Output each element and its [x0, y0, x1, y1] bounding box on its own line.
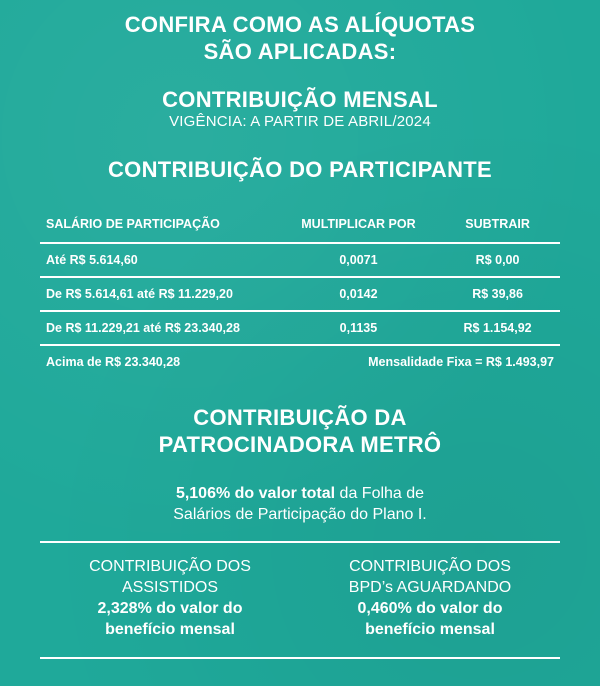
cell-subtract: R$ 0,00	[435, 243, 560, 277]
validity-text: VIGÊNCIA: A PARTIR DE ABRIL/2024	[169, 113, 431, 130]
assisted-line-1: CONTRIBUIÇÃO DOS	[89, 558, 251, 575]
participant-title: CONTRIBUIÇÃO DO PARTICIPANTE	[107, 157, 493, 182]
divider-bottom	[40, 657, 560, 659]
contribution-columns	[40, 556, 560, 640]
bpd-value-1: 0,460% do valor do	[357, 600, 503, 617]
headline	[0, 11, 600, 65]
monthly-title: CONTRIBUIÇÃO MENSAL	[162, 87, 438, 112]
cell-salary: De R$ 11.229,21 até R$ 23.340,28	[40, 311, 282, 345]
table-row	[40, 345, 560, 378]
cell-multiply: 0,1135	[282, 311, 435, 345]
cell-subtract: R$ 39,86	[435, 277, 560, 311]
sponsor-text-1: da Folha de	[335, 485, 425, 502]
bpd-line-2: BPD’s AGUARDANDO	[348, 579, 512, 596]
table-row	[40, 277, 560, 311]
sponsor-description	[0, 483, 600, 525]
header-multiply: MULTIPLICAR POR	[282, 206, 435, 243]
header-salary: SALÁRIO DE PARTICIPAÇÃO	[40, 206, 282, 243]
table-row	[40, 243, 560, 277]
headline-line-2: SÃO APLICADAS:	[203, 39, 397, 64]
sponsor-title	[0, 404, 600, 458]
bpd-line-1: CONTRIBUIÇÃO DOS	[349, 558, 511, 575]
cell-multiply: 0,0071	[282, 243, 435, 277]
sponsor-text-2: Salários de Participação do Plano I.	[173, 506, 427, 523]
monthly-contribution-header	[0, 86, 600, 130]
cell-salary: Até R$ 5.614,60	[40, 243, 282, 277]
cell-subtract: R$ 1.154,92	[435, 311, 560, 345]
sponsor-rate: 5,106% do valor total	[175, 485, 336, 502]
cell-salary: De R$ 5.614,61 até R$ 11.229,20	[40, 277, 282, 311]
header-subtract: SUBTRAIR	[435, 206, 560, 243]
table-header-row	[40, 206, 560, 243]
bpd-contribution	[300, 556, 560, 640]
sponsor-title-line-1: CONTRIBUIÇÃO DA	[193, 405, 407, 430]
assisted-value-1: 2,328% do valor do	[97, 600, 243, 617]
participant-rates-table	[40, 206, 560, 378]
table-row	[40, 311, 560, 345]
assisted-line-2: ASSISTIDOS	[121, 579, 219, 596]
cell-multiply: 0,0142	[282, 277, 435, 311]
cell-salary: Acima de R$ 23.340,28	[46, 355, 181, 369]
assisted-contribution	[40, 556, 300, 640]
assisted-value-2: benefício mensal	[105, 621, 235, 638]
cell-fixed-fee: Mensalidade Fixa = R$ 1.493,97	[368, 355, 554, 369]
bpd-value-2: benefício mensal	[365, 621, 495, 638]
divider-top	[40, 541, 560, 543]
sponsor-title-line-2: PATROCINADORA METRÔ	[158, 432, 442, 457]
headline-line-1: CONFIRA COMO AS ALÍQUOTAS	[124, 12, 476, 37]
